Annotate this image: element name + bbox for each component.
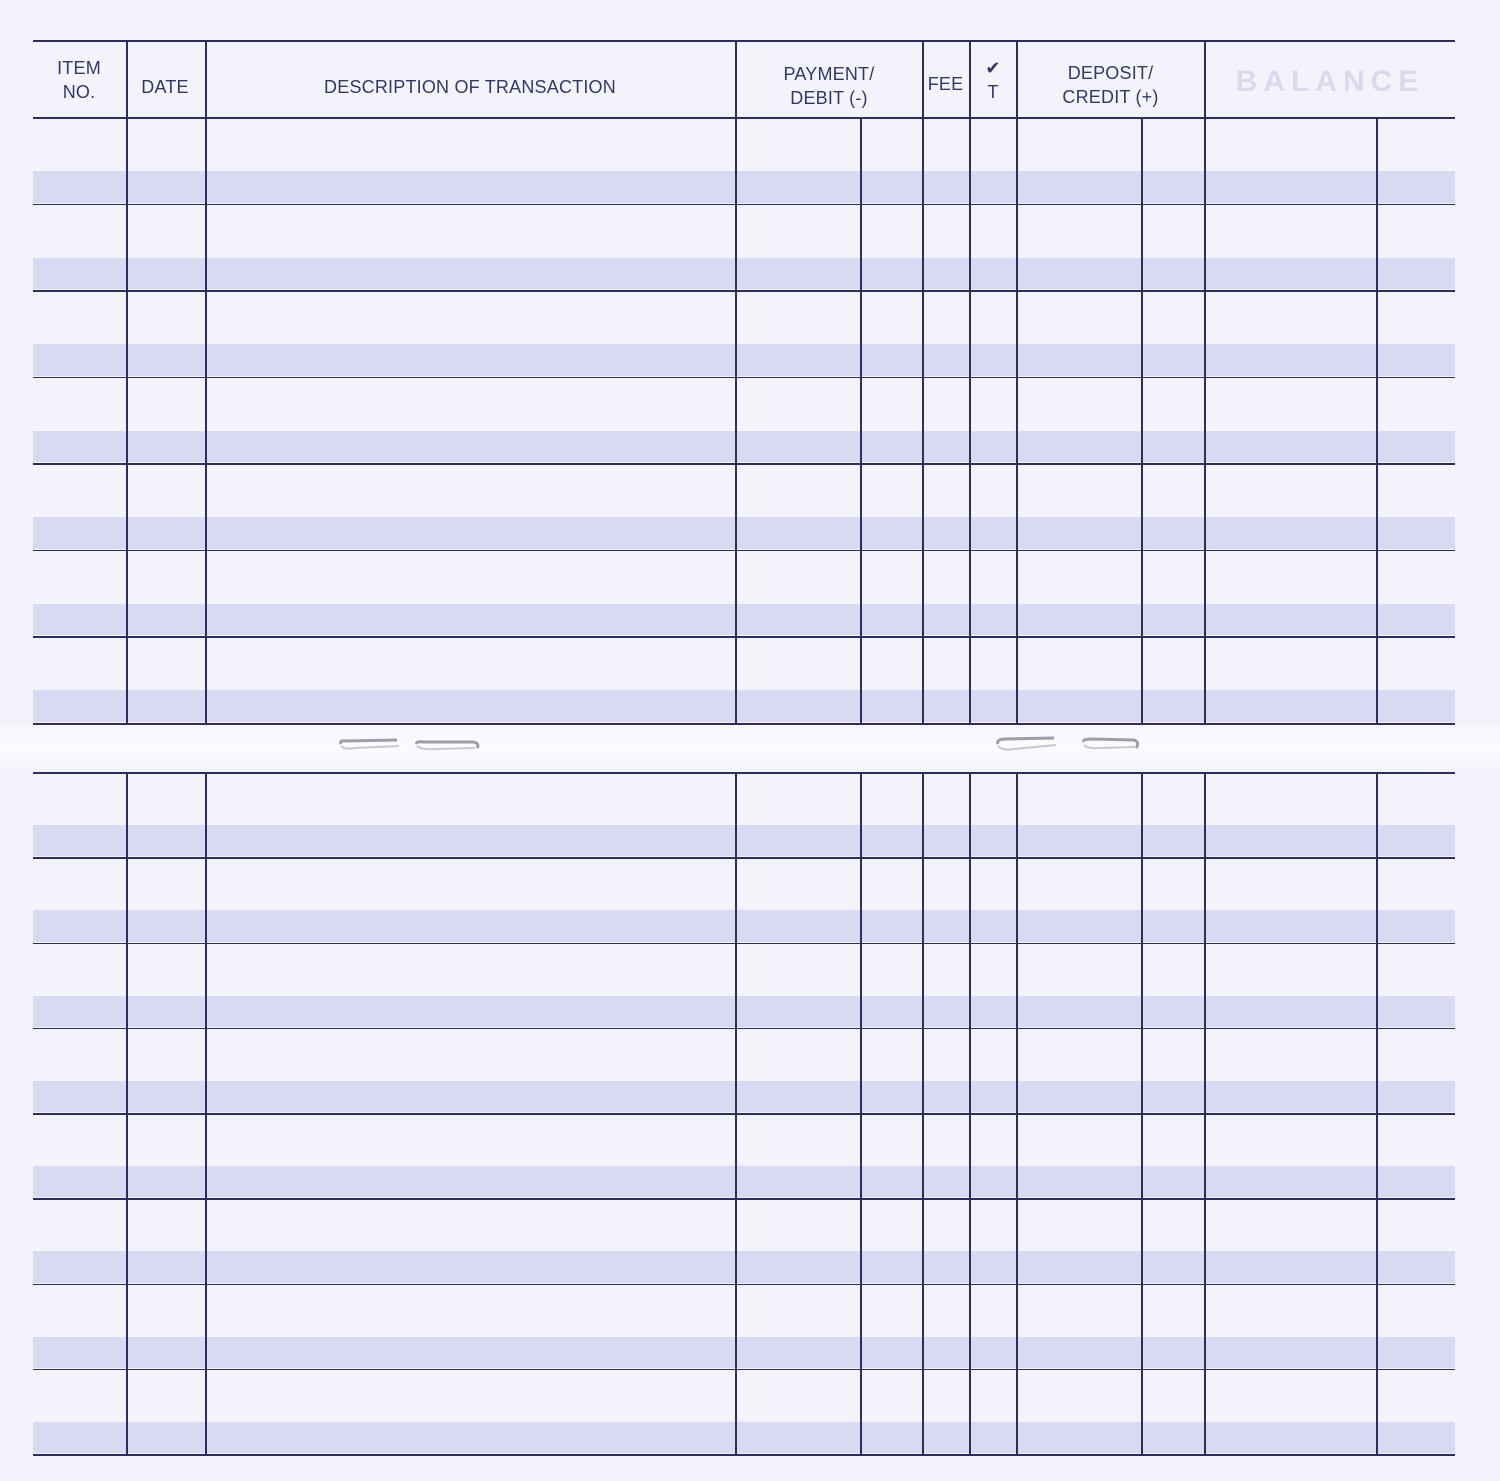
row-stripe	[33, 996, 1455, 1027]
bottom-section-top-rule	[33, 772, 1455, 774]
cents-rule	[1141, 117, 1143, 723]
header-payment-debit: PAYMENT/ DEBIT (-)	[783, 64, 875, 108]
column-rule	[205, 40, 207, 723]
row-stripe	[33, 1251, 1455, 1282]
row-stripe	[33, 1166, 1455, 1197]
center-fold	[0, 724, 1500, 772]
column-rule	[735, 40, 737, 723]
staple-icon	[990, 730, 1145, 758]
row-stripe	[33, 1422, 1455, 1453]
cents-rule	[1376, 772, 1378, 1454]
cents-rule	[860, 772, 862, 1454]
header-top-rule	[33, 40, 1455, 42]
column-rule	[1204, 40, 1206, 723]
row-rule	[33, 636, 1455, 638]
column-rule	[735, 772, 737, 1454]
row-stripe	[33, 910, 1455, 941]
row-stripe	[33, 258, 1455, 290]
row-rule	[33, 943, 1455, 945]
row-stripe	[33, 171, 1455, 203]
header-item-no: ITEM NO.	[57, 57, 101, 102]
staple-icon	[335, 732, 485, 758]
row-rule	[33, 857, 1455, 859]
row-stripe	[33, 1337, 1455, 1368]
cents-rule	[860, 117, 862, 723]
column-rule	[126, 40, 128, 723]
column-rule	[1204, 772, 1206, 1454]
header-description: DESCRIPTION OF TRANSACTION	[324, 77, 616, 97]
row-rule	[33, 1028, 1455, 1030]
row-rule	[33, 290, 1455, 292]
row-rule	[33, 1454, 1455, 1456]
column-rule	[922, 40, 924, 723]
row-rule	[33, 550, 1455, 552]
header-fee: FEE	[927, 74, 964, 94]
column-rule	[922, 772, 924, 1454]
row-stripe	[33, 1081, 1455, 1112]
header-balance: BALANCE	[1235, 65, 1425, 98]
row-rule	[33, 204, 1455, 206]
column-rule	[969, 772, 971, 1454]
row-rule	[33, 463, 1455, 465]
header-check: ✔ T	[985, 57, 1001, 102]
row-stripe	[33, 604, 1455, 636]
column-rule	[1016, 772, 1018, 1454]
row-rule	[33, 1113, 1455, 1115]
row-stripe	[33, 825, 1455, 856]
top-section-top-rule	[33, 117, 1455, 119]
column-rule	[205, 772, 207, 1454]
row-rule	[33, 723, 1455, 725]
column-rule	[969, 40, 971, 723]
row-stripe	[33, 690, 1455, 722]
row-rule	[33, 1198, 1455, 1200]
cents-rule	[1376, 117, 1378, 723]
row-stripe	[33, 517, 1455, 549]
cents-rule	[1141, 772, 1143, 1454]
header-date: DATE	[141, 77, 189, 97]
column-rule	[1016, 40, 1018, 723]
row-rule	[33, 1369, 1455, 1371]
row-stripe	[33, 431, 1455, 463]
row-rule	[33, 1284, 1455, 1286]
header-deposit-credit: DEPOSIT/ CREDIT (+)	[1062, 63, 1159, 107]
row-rule	[33, 377, 1455, 379]
row-stripe	[33, 344, 1455, 376]
column-rule	[126, 772, 128, 1454]
